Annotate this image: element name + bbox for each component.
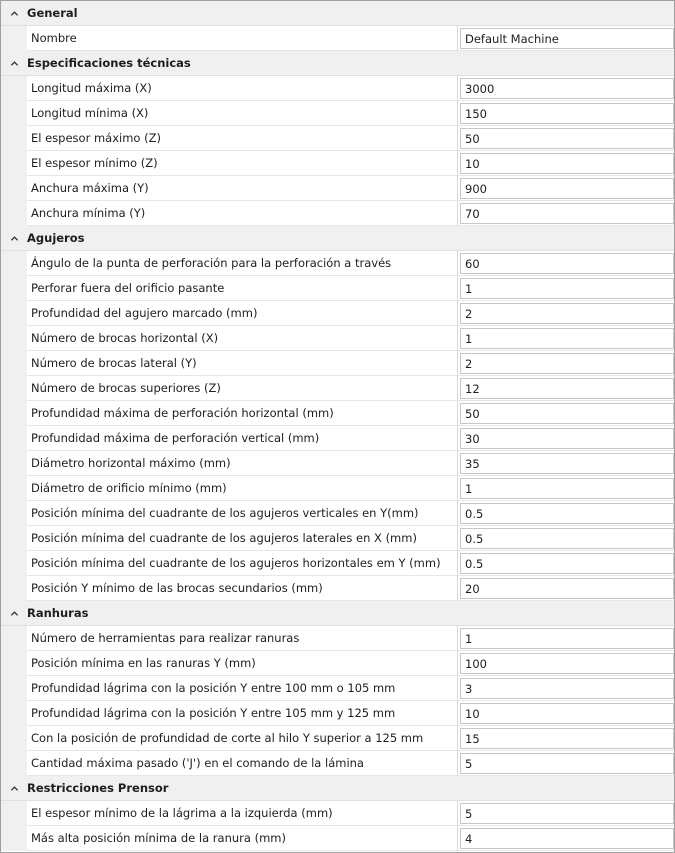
property-value-input[interactable]: [460, 628, 674, 649]
property-row: [1, 176, 674, 201]
property-row: [1, 576, 674, 601]
property-label: El espesor máximo (Z): [27, 126, 458, 151]
property-value-cell: [458, 276, 674, 301]
row-indent: [1, 126, 27, 151]
property-row: [1, 426, 674, 451]
property-value-cell: [458, 376, 674, 401]
property-value-cell: [458, 76, 674, 101]
property-label: Longitud máxima (X): [27, 76, 458, 101]
property-row: [1, 201, 674, 226]
property-label: Profundidad del agujero marcado (mm): [27, 301, 458, 326]
property-row: [1, 551, 674, 576]
property-value-input[interactable]: [460, 253, 674, 274]
property-value-input[interactable]: [460, 403, 674, 424]
property-value-cell: [458, 626, 674, 651]
row-indent: [1, 751, 27, 776]
row-indent: [1, 176, 27, 201]
row-indent: [1, 526, 27, 551]
property-label: Número de herramientas para realizar ranuras: [27, 626, 458, 651]
row-indent: [1, 401, 27, 426]
chevron-up-icon[interactable]: [1, 51, 27, 75]
property-label: Número de brocas superiores (Z): [27, 376, 458, 401]
property-row: [1, 351, 674, 376]
property-row: [1, 26, 674, 51]
property-label: Número de brocas horizontal (X): [27, 326, 458, 351]
property-value-cell: [458, 251, 674, 276]
property-label: Posición mínima del cuadrante de los agujeros horizontales em Y (mm): [27, 551, 458, 576]
property-label: Cantidad máxima pasado ('J') en el comando de la lámina: [27, 751, 458, 776]
property-row: [1, 826, 674, 851]
row-indent: [1, 801, 27, 826]
section-title: Restricciones Prensor: [27, 781, 169, 795]
property-value-input[interactable]: [460, 553, 674, 574]
property-value-cell: [458, 501, 674, 526]
property-row: [1, 376, 674, 401]
property-value-cell: [458, 526, 674, 551]
row-indent: [1, 301, 27, 326]
chevron-up-icon[interactable]: [1, 601, 27, 625]
row-indent: [1, 576, 27, 601]
property-value-input[interactable]: [460, 703, 674, 724]
row-indent: [1, 651, 27, 676]
property-value-cell: [458, 176, 674, 201]
property-row: [1, 251, 674, 276]
property-value-input[interactable]: [460, 353, 674, 374]
property-value-input[interactable]: [460, 103, 674, 124]
property-value-input[interactable]: [460, 453, 674, 474]
property-row: [1, 101, 674, 126]
property-value-input[interactable]: [460, 303, 674, 324]
section-title: Ranhuras: [27, 606, 89, 620]
property-value-input[interactable]: [460, 578, 674, 599]
row-indent: [1, 551, 27, 576]
property-label: Perforar fuera del orificio pasante: [27, 276, 458, 301]
property-label: Más alta posición mínima de la ranura (mm): [27, 826, 458, 851]
property-value-cell: [458, 726, 674, 751]
property-row: [1, 126, 674, 151]
property-value-cell: [458, 826, 674, 851]
property-value-cell: [458, 751, 674, 776]
property-label: Posición Y mínimo de las brocas secundarios (mm): [27, 576, 458, 601]
chevron-up-icon[interactable]: [1, 1, 27, 25]
row-indent: [1, 151, 27, 176]
row-indent: [1, 726, 27, 751]
chevron-up-icon[interactable]: [1, 226, 27, 250]
property-value-cell: [458, 651, 674, 676]
property-row: [1, 76, 674, 101]
property-value-input[interactable]: [460, 528, 674, 549]
property-label: Posición mínima en las ranuras Y (mm): [27, 651, 458, 676]
property-row: [1, 401, 674, 426]
row-indent: [1, 351, 27, 376]
property-row: [1, 676, 674, 701]
property-row: [1, 726, 674, 751]
property-row: [1, 276, 674, 301]
property-label: Con la posición de profundidad de corte al hilo Y superior a 125 mm: [27, 726, 458, 751]
row-indent: [1, 451, 27, 476]
row-indent: [1, 426, 27, 451]
property-label: Diámetro de orificio mínimo (mm): [27, 476, 458, 501]
property-value-cell: [458, 676, 674, 701]
property-value-cell: [458, 576, 674, 601]
row-indent: [1, 101, 27, 126]
property-row: [1, 701, 674, 726]
property-row: [1, 626, 674, 651]
row-indent: [1, 326, 27, 351]
row-indent: [1, 701, 27, 726]
property-label: El espesor mínimo (Z): [27, 151, 458, 176]
property-value-input[interactable]: [460, 753, 674, 774]
section-title: Agujeros: [27, 231, 85, 245]
property-label: Anchura máxima (Y): [27, 176, 458, 201]
property-value-input[interactable]: [460, 678, 674, 699]
property-label: Nombre: [27, 26, 458, 51]
property-value-cell: [458, 151, 674, 176]
property-value-input[interactable]: [460, 653, 674, 674]
property-label: Posición mínima del cuadrante de los agujeros verticales en Y(mm): [27, 501, 458, 526]
property-value-cell: [458, 351, 674, 376]
property-value-cell: [458, 551, 674, 576]
property-label: Profundidad lágrima con la posición Y entre 100 mm o 105 mm: [27, 676, 458, 701]
property-value-input[interactable]: [460, 203, 674, 224]
row-indent: [1, 476, 27, 501]
row-indent: [1, 501, 27, 526]
property-value-input[interactable]: [460, 378, 674, 399]
property-value-input[interactable]: [460, 478, 674, 499]
section-header-3[interactable]: [1, 601, 674, 626]
section-header-4[interactable]: [1, 776, 674, 801]
section-title: Especificaciones técnicas: [27, 56, 191, 70]
property-label: Anchura mínima (Y): [27, 201, 458, 226]
property-value-input[interactable]: [460, 78, 674, 99]
property-row: [1, 326, 674, 351]
section-header-0[interactable]: [1, 1, 674, 26]
property-value-cell: [458, 701, 674, 726]
property-label: El espesor mínimo de la lágrima a la izquierda (mm): [27, 801, 458, 826]
property-row: [1, 476, 674, 501]
property-row: [1, 526, 674, 551]
property-label: Número de brocas lateral (Y): [27, 351, 458, 376]
property-value-input[interactable]: [460, 503, 674, 524]
property-row: [1, 751, 674, 776]
property-value-cell: [458, 451, 674, 476]
property-row: [1, 651, 674, 676]
row-indent: [1, 26, 27, 51]
property-value-cell: [458, 201, 674, 226]
chevron-up-icon[interactable]: [1, 776, 27, 800]
property-value-cell: [458, 126, 674, 151]
property-label: Diámetro horizontal máximo (mm): [27, 451, 458, 476]
row-indent: [1, 676, 27, 701]
property-value-input[interactable]: [460, 428, 674, 449]
property-row: [1, 501, 674, 526]
property-row: [1, 801, 674, 826]
property-value-cell: [458, 301, 674, 326]
property-value-input[interactable]: [460, 28, 674, 49]
property-label: Profundidad máxima de perforación horizontal (mm): [27, 401, 458, 426]
property-value-cell: [458, 476, 674, 501]
property-value-input[interactable]: [460, 728, 674, 749]
property-label: Ángulo de la punta de perforación para la perforación a través: [27, 251, 458, 276]
property-value-input[interactable]: [460, 128, 674, 149]
property-value-cell: [458, 426, 674, 451]
section-header-2[interactable]: [1, 226, 674, 251]
property-value-cell: [458, 26, 674, 51]
property-value-input[interactable]: [460, 803, 674, 824]
property-value-cell: [458, 101, 674, 126]
property-row: [1, 151, 674, 176]
row-indent: [1, 76, 27, 101]
property-label: Longitud mínima (X): [27, 101, 458, 126]
property-value-input[interactable]: [460, 328, 674, 349]
section-header-1[interactable]: [1, 51, 674, 76]
property-value-input[interactable]: [460, 828, 674, 849]
property-label: Profundidad lágrima con la posición Y entre 105 mm y 125 mm: [27, 701, 458, 726]
property-value-input[interactable]: [460, 278, 674, 299]
row-indent: [1, 626, 27, 651]
property-value-cell: [458, 801, 674, 826]
section-title: General: [27, 6, 78, 20]
row-indent: [1, 826, 27, 851]
property-label: Profundidad máxima de perforación vertical (mm): [27, 426, 458, 451]
property-value-cell: [458, 401, 674, 426]
property-value-input[interactable]: [460, 153, 674, 174]
row-indent: [1, 376, 27, 401]
row-indent: [1, 201, 27, 226]
property-value-cell: [458, 326, 674, 351]
property-row: [1, 451, 674, 476]
property-value-input[interactable]: [460, 178, 674, 199]
property-row: [1, 301, 674, 326]
row-indent: [1, 251, 27, 276]
property-label: Posición mínima del cuadrante de los agujeros laterales en X (mm): [27, 526, 458, 551]
row-indent: [1, 276, 27, 301]
